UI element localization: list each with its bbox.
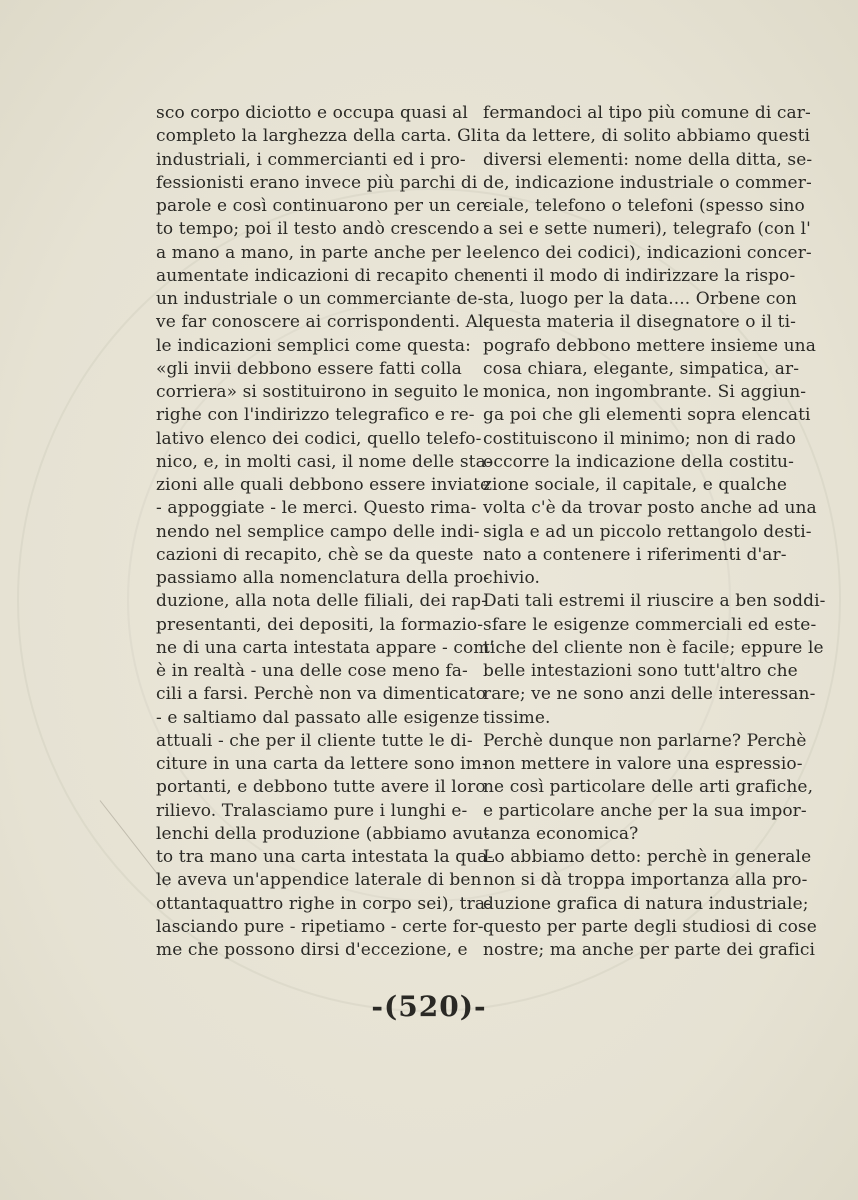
left-text-column bbox=[156, 102, 495, 962]
text-line: parole e così continuarono per un cer- bbox=[156, 196, 491, 216]
page-number: -(520)- bbox=[371, 990, 487, 1023]
text-line: ne così particolare delle arti grafiche, bbox=[483, 777, 814, 798]
text-line: è in realtà - una delle cose meno fa- bbox=[156, 661, 468, 681]
text-line: tiche del cliente non è facile; eppure le bbox=[483, 637, 824, 658]
text-line: me che possono dirsi d'eccezione, e bbox=[156, 940, 468, 960]
text-line: nendo nel semplice campo delle indi- bbox=[156, 521, 480, 542]
text-line: rare; ve ne sono anzi delle interessan- bbox=[483, 684, 816, 705]
text-line: e particolare anche per la sua impor- bbox=[483, 800, 807, 821]
text-line: to tempo; poi il testo andò crescendo bbox=[156, 219, 480, 240]
text-line: nenti il modo di indirizzare la rispo- bbox=[483, 265, 796, 286]
text-line: belle intestazioni sono tutt'altro che bbox=[483, 661, 798, 681]
text-line: questa materia il disegnatore o il ti- bbox=[483, 312, 796, 333]
text-line: sta, luogo per la data.... Orbene con bbox=[483, 289, 797, 309]
text-line: de, indicazione industriale o commer- bbox=[483, 172, 812, 193]
text-line: ga poi che gli elementi sopra elencati bbox=[483, 405, 811, 426]
text-line: ne di una carta intestata appare - com' bbox=[156, 637, 495, 658]
text-line: corriera» si sostituirono in seguito le bbox=[156, 382, 479, 402]
text-line: industriali, i commercianti ed i pro- bbox=[156, 149, 466, 170]
text-line: volta c'è da trovar posto anche ad una bbox=[483, 498, 817, 519]
text-line: un industriale o un commerciante de- bbox=[156, 289, 484, 309]
text-line: lenchi della produzione (abbiamo avu- bbox=[156, 823, 490, 844]
text-line: zioni alle quali debbono essere inviate bbox=[156, 475, 491, 495]
text-line: completo la larghezza della carta. Gli bbox=[156, 126, 482, 147]
text-line: non si dà troppa importanza alla pro- bbox=[483, 870, 808, 891]
text-line: lasciando pure - ripetiamo - certe for- bbox=[156, 916, 484, 937]
text-line: monica, non ingombrante. Si aggiun- bbox=[483, 382, 807, 402]
text-line: ottantaquattro righe in corpo sei), tra- bbox=[156, 893, 491, 914]
text-line: ve far conoscere ai corrispondenti. Al- bbox=[156, 312, 490, 333]
text-line: fermandoci al tipo più comune di car- bbox=[483, 103, 811, 123]
text-line: pografo debbono mettere insieme una bbox=[483, 335, 816, 356]
text-line: tissime. bbox=[483, 707, 551, 728]
text-line: citure in una carta da lettere sono im- bbox=[156, 754, 488, 774]
text-line: Dati tali estremi il riuscire a ben soddi- bbox=[483, 591, 826, 612]
text-line: «gli invii debbono essere fatti colla bbox=[156, 358, 462, 379]
text-line: duzione grafica di natura industriale; bbox=[483, 893, 809, 914]
text-line: tanza economica? bbox=[483, 823, 639, 844]
right-text-column bbox=[483, 102, 826, 962]
text-line: sfare le esigenze commerciali ed este- bbox=[483, 614, 817, 635]
text-line: cazioni di recapito, chè se da queste bbox=[156, 544, 474, 565]
text-line: zione sociale, il capitale, e qualche bbox=[483, 475, 788, 495]
text-line: nato a contenere i riferimenti d'ar- bbox=[483, 544, 787, 565]
text-line: righe con l'indirizzo telegrafico e re- bbox=[156, 405, 475, 426]
text-line: cosa chiara, elegante, simpatica, ar- bbox=[483, 358, 800, 379]
text-line: passiamo alla nomenclatura della pro- bbox=[156, 568, 490, 588]
text-line: ta da lettere, di solito abbiamo questi bbox=[483, 126, 811, 147]
text-line: rilievo. Tralasciamo pure i lunghi e- bbox=[156, 800, 468, 821]
text-line: duzione, alla nota delle filiali, dei rap- bbox=[156, 591, 487, 612]
text-line: - appoggiate - le merci. Questo rima- bbox=[156, 498, 477, 519]
text-line: elenco dei codici), indicazioni concer- bbox=[483, 242, 812, 263]
text-line: costituiscono il minimo; non di rado bbox=[483, 428, 796, 449]
text-line: chivio. bbox=[483, 568, 540, 588]
text-line: Lo abbiamo detto: perchè in generale bbox=[483, 847, 812, 867]
text-line: portanti, e debbono tutte avere il loro bbox=[156, 777, 486, 798]
text-line: occorre la indicazione della costitu- bbox=[483, 451, 794, 472]
text-line: nostre; ma anche per parte dei grafici bbox=[483, 940, 816, 960]
text-line: sco corpo diciotto e occupa quasi al bbox=[156, 103, 468, 123]
text-line: lativo elenco dei codici, quello telefo- bbox=[156, 428, 482, 449]
text-line: le aveva un'appendice laterale di ben bbox=[156, 870, 482, 891]
text-line: to tra mano una carta intestata la qua- bbox=[156, 847, 494, 867]
text-line: sigla e ad un piccolo rettangolo desti- bbox=[483, 521, 812, 542]
text-line: fessionisti erano invece più parchi di bbox=[156, 172, 478, 193]
text-line: le indicazioni semplici come questa: bbox=[156, 335, 471, 356]
text-line: cili a farsi. Perchè non va dimenticato bbox=[156, 684, 487, 705]
text-line: presentanti, dei depositi, la formazio- bbox=[156, 614, 484, 635]
text-line: ciale, telefono o telefoni (spesso sino bbox=[483, 196, 805, 216]
text-line: nico, e, in molti casi, il nome delle sta- bbox=[156, 451, 492, 472]
text-line: - e saltiamo dal passato alle esigenze bbox=[156, 707, 480, 728]
text-line: Perchè dunque non parlarne? Perchè bbox=[483, 730, 807, 751]
text-line: a mano a mano, in parte anche per le bbox=[156, 242, 482, 263]
text-line: diversi elementi: nome della ditta, se- bbox=[483, 149, 813, 170]
text-line: a sei e sette numeri), telegrafo (con l' bbox=[483, 219, 811, 240]
text-line: attuali - che per il cliente tutte le di- bbox=[156, 730, 473, 751]
text-line: questo per parte degli studiosi di cose bbox=[483, 916, 817, 937]
text-line: aumentate indicazioni di recapito che bbox=[156, 265, 485, 286]
text-line: non mettere in valore una espressio- bbox=[483, 754, 803, 774]
